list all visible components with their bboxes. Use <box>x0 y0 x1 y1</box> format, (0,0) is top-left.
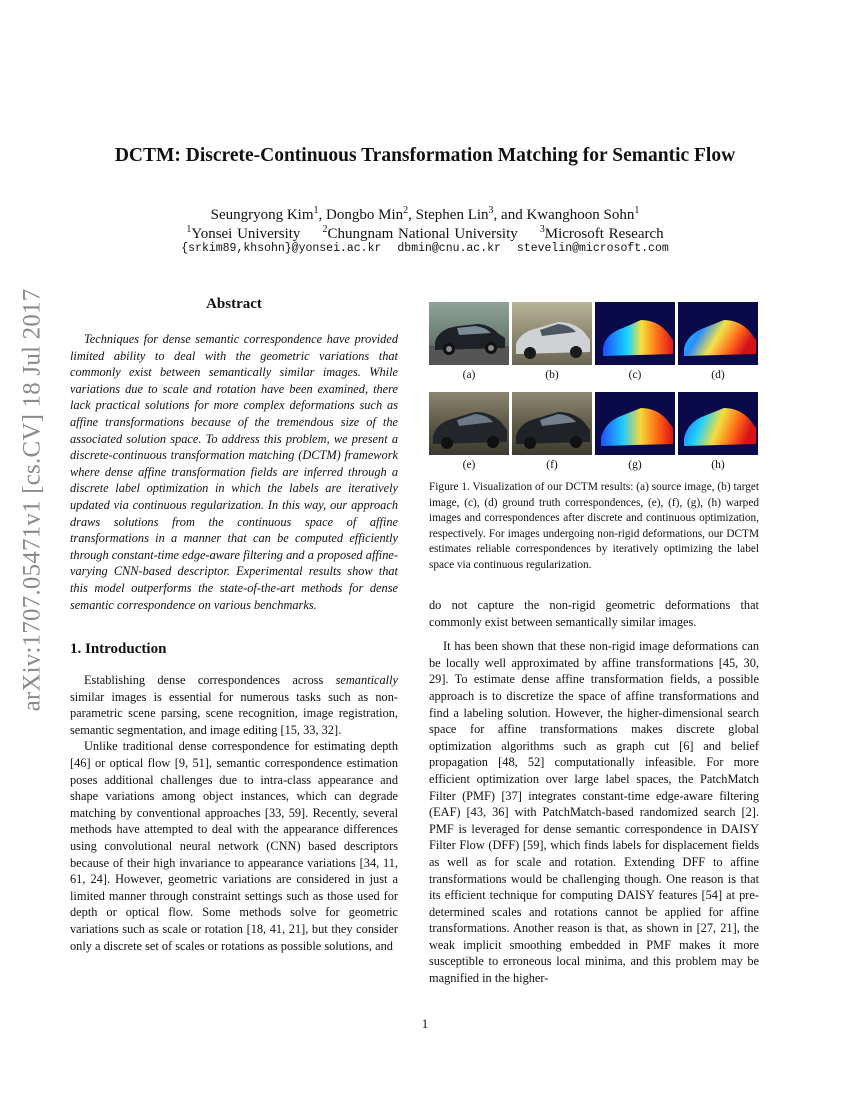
affiliation: Chungnam National University <box>327 226 518 242</box>
intro-paragraph-1: Establishing dense correspondences across semantically similar images is essential for numerous tasks such as non-parametric scene parsing, scene recognition, image registration, semantic segmentation, and image editing [15, 33, 32]. <box>70 673 398 737</box>
page-number: 1 <box>421 1016 429 1031</box>
figure-panel-f <box>512 392 592 482</box>
warped-flow-image <box>595 392 675 455</box>
right-column <box>429 302 759 987</box>
figure-panel-h <box>678 392 758 482</box>
panel-label: (b) <box>545 369 559 381</box>
panel-label: (g) <box>628 459 642 471</box>
panel-label: (c) <box>628 369 642 381</box>
arxiv-id: arXiv:1707.05471v1 [cs.CV] 18 Jul 2017 <box>18 288 46 712</box>
panel-label: (d) <box>711 369 725 381</box>
author-affiliation-mark: 1 <box>313 205 319 216</box>
ground-truth-flow-image <box>678 302 758 365</box>
affiliation: Yonsei University <box>191 226 301 242</box>
figure-panel-d <box>678 302 758 392</box>
figure-panel-a <box>429 302 509 392</box>
panel-label: (h) <box>711 459 725 471</box>
author-affiliation-mark: 1 <box>634 205 640 216</box>
figure-panel-g <box>595 392 675 482</box>
figure-caption: Figure 1. Visualization of our DCTM results: (a) source image, (b) target image, (c), (d) ground truth correspondences, (e), (f), (g), (h) warped images and correspondences after discrete and continuous optimization, respectively. For images undergoing non-rigid deformations, our DCTM estimates reliable correspondences by iteratively optimizing the label space via continuous regularization. <box>429 481 759 571</box>
warped-image <box>512 392 592 455</box>
right-paragraph-2: It has been shown that these non-rigid image deformations can be locally well approximated by affine transformations [45, 30, 29]. To estimate dense affine transformation fields, a possible approach is to discretize the space of affine transformations and find a labeling solution. However, the higher-dimensional search space for affine transformations makes discrete global optimization algorithms such as graph cut [6] and belief propagation [48, 52] computationally infeasible. For more efficient optimization over large label spaces, the PatchMatch Filter (PMF) [37] integrates constant-time edge-aware filtering (EAF) [43, 36] with PatchMatch-based randomized search [2]. PMF is leveraged for dense semantic correspondence in DAISY Filter Flow (DFF) [59], which finds labels for displacement fields as well as for scale and rotation. Extending DFF to affine transformations would be challenging though. One reason is that its efficient technique for computing DAISY features [54] at pre-determined scales and rotations cannot be applied for affine transformations. Another reason is that, as shown in [27, 21], the weak implicit smoothing embedded in PMF makes it more susceptible to erroneous local minima, and this problem may be magnified in the higher- <box>429 639 759 986</box>
panel-label: (a) <box>462 369 476 381</box>
author-name: Kwanghoon Sohn <box>526 207 635 223</box>
author-name: Dongbo Min <box>326 207 404 223</box>
email: dbmin@cnu.ac.kr <box>397 242 501 255</box>
email-list <box>60 242 790 255</box>
target-image <box>512 302 592 365</box>
left-column <box>70 296 398 954</box>
arxiv-sidebar-stamp <box>2 288 62 712</box>
paper-title: DCTM: Discrete-Continuous Transformation Matching for Semantic Flow <box>114 145 736 166</box>
author-list: Seungryong Kim$^1$, Dongbo Min$^2$, Stephen Lin$^3$, and Kwanghoon Sohn$^1$ <box>210 205 640 223</box>
figure-panel-b <box>512 302 592 392</box>
panel-label: (e) <box>462 459 476 471</box>
email: stevelin@microsoft.com <box>516 242 669 255</box>
source-image <box>429 302 509 365</box>
warped-flow-image <box>678 392 758 455</box>
figure-panel-e <box>429 392 509 482</box>
author-affiliation-mark: 2 <box>403 205 409 216</box>
abstract-heading: Abstract <box>206 296 262 312</box>
panel-label: (f) <box>546 459 558 471</box>
author-name: Stephen Lin <box>415 207 489 223</box>
ground-truth-flow-image <box>595 302 675 365</box>
email: {srkim89,khsohn}@yonsei.ac.kr <box>181 242 382 255</box>
author-name: Seungryong Kim <box>210 207 314 223</box>
affiliation: Microsoft Research <box>544 226 664 242</box>
right-paragraph-1: do not capture the non-rigid geometric deformations that commonly exist between semantically similar images. <box>429 598 759 629</box>
figure-panel-c <box>595 302 675 392</box>
abstract-text: Techniques for dense semantic correspondence have provided limited ability to deal with the geometric variations that commonly exist between semantically similar images. While variations due to scale and rotation have been examined, there lack practical solutions for more complex deformations such as affine transformations because of the tremendous size of the associated solution space. To address this problem, we present a discrete-continuous transformation matching (DCTM) framework where dense affine transformation fields are inferred through a discrete label optimization in which the labels are iteratively updated via continuous regularization. In this way, our approach draws solutions from the continuous space of affine transformations in a manner that can be computed efficiently through constant-time edge-aware filtering and a proposed affine-varying CNN-based descriptor. Experimental results show that this model outperforms the state-of-the-art methods for dense semantic correspondence on various benchmarks. <box>70 332 398 612</box>
author-affiliation-mark: 3 <box>488 205 494 216</box>
figure-1 <box>429 302 759 482</box>
section-heading-introduction: 1. Introduction <box>70 641 167 658</box>
intro-paragraph-2: Unlike traditional dense correspondence for estimating depth [46] or optical flow [9, 51], semantic correspondence estimation poses additional challenges due to intra-class appearance and shape variations among object instances, which can degrade matching by conventional approaches [33, 59]. Recently, several methods have attempted to deal with the appearance differences using convolutional neural network (CNN) based descriptors because of their high invariance to appearance variations [34, 11, 61, 24]. However, geometric variations are considered in just a limited manner through constraint settings such as those used for depth or optical flow. Some methods solve for geometric variations such as scale or rotation [18, 41, 21], but they consider only a discrete set of scales or rotations as possible solutions, and <box>70 739 398 953</box>
warped-image <box>429 392 509 455</box>
affiliation-list: $^1$Yonsei University $^2$Chungnam National University $^3$Microsoft Research <box>186 224 664 242</box>
